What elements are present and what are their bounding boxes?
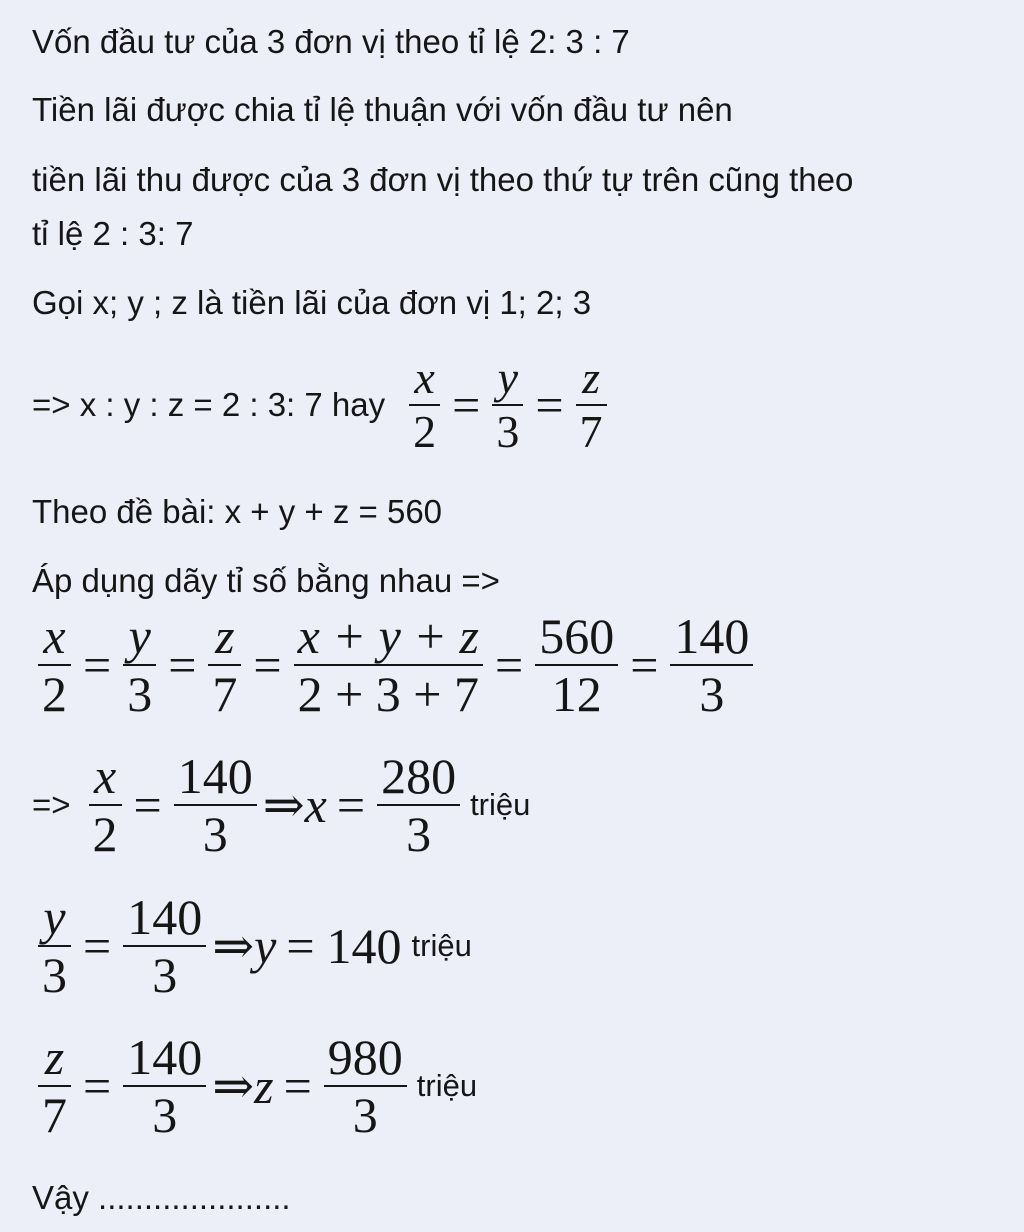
equation-z-result — [32, 1029, 478, 1143]
equals-sign: = — [133, 777, 162, 833]
fraction-560-over-12: $\frac{560}{12}$ — [535, 612, 618, 718]
equals-sign: = — [253, 637, 282, 693]
fraction-140-over-3: $\frac{140}{3}$ — [123, 1033, 206, 1139]
line-given-sum: Theo đề bài: x + y + z = 560 — [32, 493, 443, 530]
line-conclusion: Vậy ..................... — [32, 1179, 291, 1216]
equals-sign: = — [630, 637, 659, 693]
equation-ratio-fractions — [32, 352, 613, 457]
value-140: 140 — [326, 918, 402, 974]
fraction-x-over-2: $\frac{x}{2}$ — [89, 752, 122, 858]
equals-sign: = — [83, 637, 112, 693]
ratio-text: => x : y : z = 2 : 3: 7 hay — [32, 386, 386, 423]
fraction-z-over-7: $\frac{z}{7}$ — [38, 1033, 71, 1139]
equals-sign: = — [83, 918, 112, 974]
fraction-280-over-3: $\frac{280}{3}$ — [377, 752, 460, 858]
unit-trieu: triệu — [411, 928, 472, 963]
line-profit-proportional: Tiền lãi được chia tỉ lệ thuận với vốn đầu tư nên — [32, 91, 733, 128]
fraction-z-over-7: $\frac{z}{7}$ — [208, 612, 241, 718]
fraction-x-over-2: $\frac{x}{2}$ — [38, 612, 71, 718]
line-profit-order: tiền lãi thu được của 3 đơn vị theo thứ tự trên cũng theo — [32, 161, 854, 198]
fraction-y-over-3: $\frac{y}{3}$ — [38, 893, 71, 999]
fraction-sum: $\frac{x + y + z}{2 + 3 + 7}$ — [294, 612, 483, 718]
equals-sign: = — [286, 918, 315, 974]
line-let-variables: Gọi x; y ; z là tiền lãi của đơn vị 1; 2; 3 — [32, 284, 592, 321]
fraction-z-over-7: $\frac{z}{7}$ — [576, 356, 607, 454]
fraction-y-over-3: $\frac{y}{3}$ — [123, 612, 156, 718]
equals-sign: = — [83, 1058, 112, 1114]
equation-fraction-chain — [32, 608, 759, 722]
equals-sign: = — [168, 637, 197, 693]
variable-x: x — [304, 777, 327, 833]
implies-arrow: ⇒ — [262, 777, 305, 833]
implies-arrow: ⇒ — [212, 918, 255, 974]
implies-arrow: ⇒ — [212, 1058, 255, 1114]
equation-x-result — [32, 748, 531, 862]
line-apply-ratio-property: Áp dụng dãy tỉ số bằng nhau => — [32, 562, 500, 599]
equals-sign: = — [495, 637, 524, 693]
fraction-140-over-3: $\frac{140}{3}$ — [174, 752, 257, 858]
equation-y-result — [32, 889, 472, 1003]
variable-y: y — [254, 918, 277, 974]
fraction-140-over-3: $\frac{140}{3}$ — [123, 893, 206, 999]
fraction-x-over-2: $\frac{x}{2}$ — [409, 356, 440, 454]
fraction-980-over-3: $\frac{980}{3}$ — [324, 1033, 407, 1139]
unit-trieu: triệu — [470, 787, 531, 822]
line-ratio-restated: tỉ lệ 2 : 3: 7 — [32, 215, 194, 252]
fraction-y-over-3: $\frac{y}{3}$ — [492, 356, 523, 454]
equals-sign: = — [336, 777, 366, 833]
fraction-140-over-3: $\frac{140}{3}$ — [670, 612, 753, 718]
equals-sign: = — [283, 1058, 312, 1114]
variable-z: z — [254, 1058, 274, 1114]
implies-text: => — [32, 786, 71, 823]
unit-trieu: triệu — [416, 1068, 478, 1103]
equals-sign: = — [535, 377, 564, 433]
line-investment-ratio: Vốn đầu tư của 3 đơn vị theo tỉ lệ 2: 3 : 7 — [32, 23, 630, 60]
equals-sign: = — [452, 377, 481, 433]
